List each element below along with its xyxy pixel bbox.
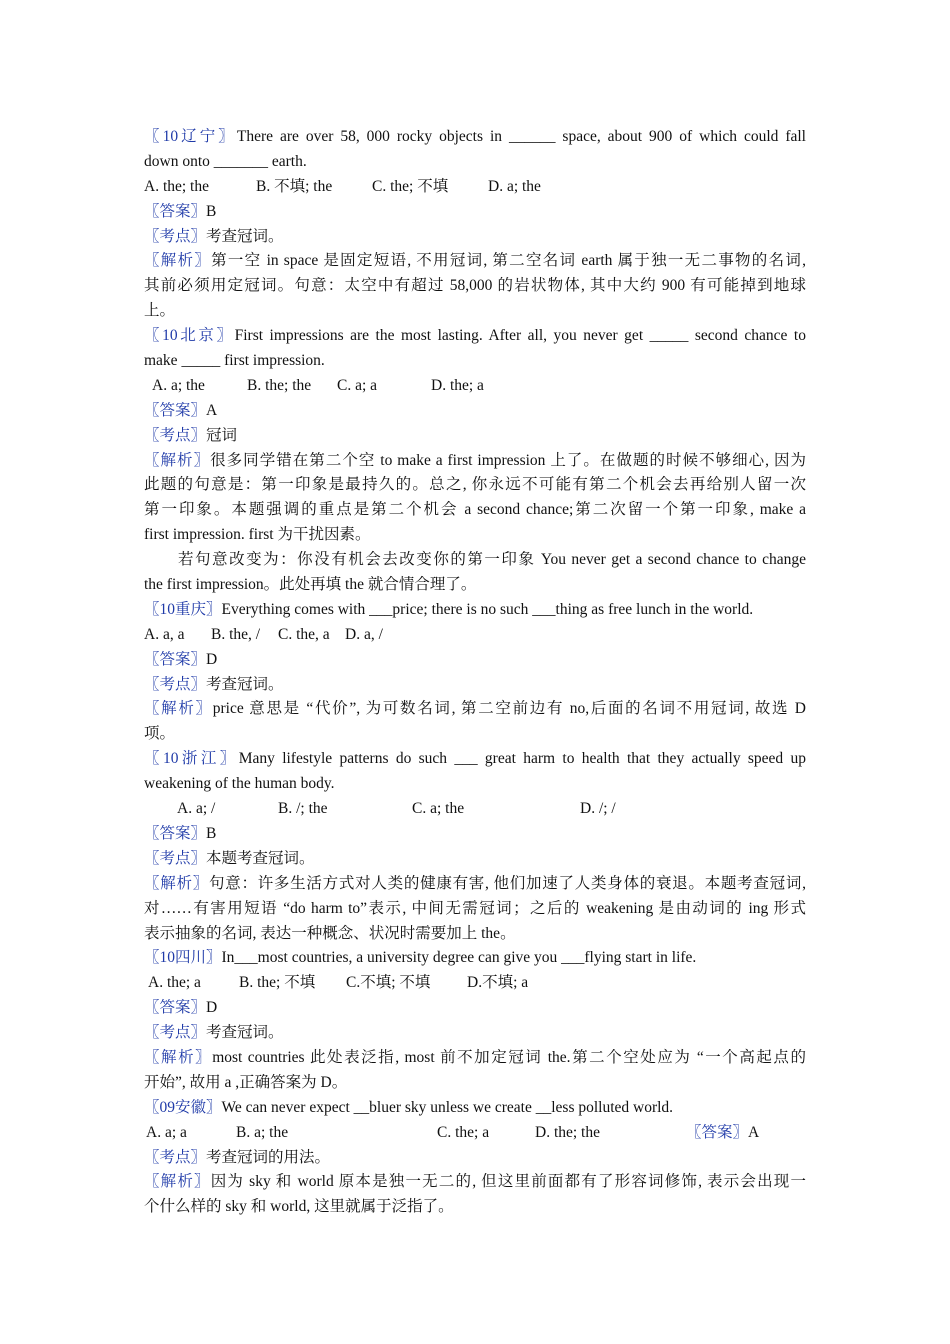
options-row: [144, 971, 806, 996]
analysis-line: 其前必须用定冠词。句意：太空中有超过 58,000 的岩状物体, 其中大约 900 有可能掉到地球: [144, 277, 806, 295]
analysis-line: 〖解析〗第一空 in space 是固定短语, 不用冠词, 第二空名词 earth 属于独一无二事物的名词,: [144, 252, 806, 270]
option: D. the; the: [535, 1123, 600, 1141]
answer-line: [144, 648, 806, 673]
option: B. /; the: [278, 800, 328, 818]
analysis-tag: 〖解析〗: [144, 874, 209, 892]
analysis-line: 对……有害用短语 “do harm to”表示, 中间无需冠词；之后的 weakening 是由动词的 ing 形式: [144, 899, 806, 917]
analysis-line: 表示抽象的名词, 表达一种概念、状况时需要加上 the。: [144, 924, 516, 942]
option: A. the; a: [148, 974, 201, 992]
analysis-tag: 〖解析〗: [144, 451, 211, 469]
answer-line: [144, 996, 806, 1021]
analysis-line: 若句意改变为：你没有机会去改变你的第一印象 You never get a second chance to change: [178, 551, 806, 569]
options-row: [144, 797, 806, 822]
answer-line: [144, 200, 806, 225]
question-text: 〖10浙江〗Many lifestyle patterns do such ___ great harm to health that they actually speed up: [144, 750, 806, 768]
question-text: down onto _______ earth.: [144, 152, 307, 170]
point-tag: 〖考点〗: [144, 675, 207, 693]
analysis-tag: 〖解析〗: [144, 700, 213, 718]
option: A. a, a: [144, 625, 185, 643]
document-body: [144, 125, 806, 1220]
question-source: 〖10辽宁〗: [144, 128, 237, 145]
analysis-tag: 〖解析〗: [144, 1048, 213, 1066]
point-line: 〖考点〗考查冠词的用法。: [144, 1148, 331, 1166]
analysis-line: 〖解析〗因为 sky 和 world 原本是独一无二的, 但这里前面都有了形容词修饰, 表示会出现一: [144, 1173, 806, 1191]
options-row: [144, 1121, 806, 1146]
option: C. the; a: [437, 1123, 490, 1141]
option: A. a; the: [152, 376, 205, 394]
analysis-line: 项。: [144, 725, 176, 743]
option: A. a; /: [177, 800, 216, 818]
answer-tag: 〖答案〗: [144, 202, 207, 220]
analysis-line: 上。: [144, 302, 176, 320]
question-source: 〖10北京〗: [144, 327, 235, 345]
question-text: 〖10北京〗First impressions are the most lasting. After all, you never get _____ second chance to: [144, 327, 806, 345]
analysis-line: 〖解析〗句意：许多生活方式对人类的健康有害, 他们加速了人类身体的衰退。本题考查冠词,: [144, 874, 806, 892]
answer-value: D: [206, 999, 218, 1017]
question-text: 〖09安徽〗We can never expect __bluer sky unless we create __less polluted world.: [144, 1098, 674, 1116]
answer-tag: 〖答案〗: [144, 999, 207, 1017]
option: D. a, /: [345, 625, 383, 643]
question-text: 〖10四川〗In___most countries, a university degree can give you ___flying start in life.: [144, 949, 697, 967]
option: A. a; a: [146, 1123, 187, 1141]
answer-tag: 〖答案〗: [144, 401, 207, 419]
answer-tag: 〖答案〗: [144, 650, 207, 668]
option: B. the; 不填: [239, 974, 316, 992]
option: C. the; 不填: [372, 177, 449, 195]
analysis-line: the first impression。此处再填 the 就合情合理了。: [144, 576, 477, 594]
point-tag: 〖考点〗: [144, 426, 207, 444]
answer-value: A: [748, 1123, 760, 1141]
option: B. the; the: [247, 376, 312, 394]
answer-value: D: [206, 650, 218, 668]
question-text: 〖10重庆〗Everything comes with ___price; there is no such ___thing as free lunch in the world.: [144, 600, 754, 618]
analysis-tag: 〖解析〗: [144, 1173, 211, 1191]
option: C. a; the: [412, 800, 465, 818]
point-tag: 〖考点〗: [144, 227, 207, 245]
question-text: 〖10辽宁〗There are over 58, 000 rocky objects in ______ space, about 900 of which could fall: [144, 128, 806, 145]
answer-tag: 〖答案〗: [144, 824, 207, 842]
options-row: [144, 623, 806, 648]
question-source: 〖09安徽〗: [144, 1098, 222, 1116]
option: C. the, a: [278, 625, 330, 643]
analysis-line: 第一印象。本题强调的重点是第二个机会 a second chance;第二次留一个第一印象, make a: [144, 501, 806, 519]
analysis-tag: 〖解析〗: [144, 252, 212, 270]
analysis-line: 〖解析〗很多同学错在第二个空 to make a first impression 上了。在做题的时候不够细心, 因为: [144, 451, 806, 469]
option: C. a; a: [337, 376, 378, 394]
option: D. the; a: [431, 376, 484, 394]
options-row: [144, 374, 806, 399]
analysis-line: 〖解析〗price 意思是 “代价”, 为可数名词, 第二空前边有 no,后面的名词不用冠词, 故选 D: [144, 700, 806, 718]
answer-line: [144, 399, 806, 424]
point-line: 〖考点〗本题考查冠词。: [144, 849, 315, 867]
option: A. the; the: [144, 177, 209, 195]
point-line: 〖考点〗考查冠词。: [144, 675, 284, 693]
question-source: 〖10重庆〗: [144, 600, 222, 618]
question-text: make _____ first impression.: [144, 352, 325, 370]
options-row: [144, 175, 806, 200]
option: B. a; the: [236, 1123, 289, 1141]
analysis-line: first impression. first 为干扰因素。: [144, 526, 371, 544]
option: D. /; /: [580, 800, 616, 818]
answer-line: [144, 822, 806, 847]
point-line: 〖考点〗冠词: [144, 426, 238, 444]
point-tag: 〖考点〗: [144, 849, 207, 867]
option: B. 不填; the: [256, 177, 333, 195]
point-line: 〖考点〗考查冠词。: [144, 1024, 284, 1042]
analysis-line: 〖解析〗most countries 此处表泛指, most 前不加定冠词 the.第二个空处应为 “一个高起点的: [144, 1048, 806, 1066]
analysis-line: 个什么样的 sky 和 world, 这里就属于泛指了。: [144, 1198, 454, 1216]
question-source: 〖10浙江〗: [144, 750, 239, 768]
question-text: weakening of the human body.: [144, 775, 335, 793]
answer-value: B: [206, 202, 217, 220]
answer-value: A: [206, 401, 218, 419]
analysis-line: 开始”, 故用 a ,正确答案为 D。: [144, 1073, 348, 1091]
option: D.不填; a: [467, 974, 529, 992]
answer-value: B: [206, 824, 217, 842]
option: C.不填; 不填: [346, 974, 431, 992]
option: D. a; the: [488, 177, 541, 195]
point-tag: 〖考点〗: [144, 1024, 207, 1042]
option: B. the, /: [211, 625, 261, 643]
question-source: 〖10四川〗: [144, 949, 222, 967]
point-line: 〖考点〗考查冠词。: [144, 227, 284, 245]
answer-tag: 〖答案〗: [686, 1123, 749, 1141]
analysis-line: 此题的句意是：第一印象是最持久的。总之, 你永远不可能有第二个机会去再给别人留一次: [144, 476, 806, 494]
point-tag: 〖考点〗: [144, 1148, 207, 1166]
